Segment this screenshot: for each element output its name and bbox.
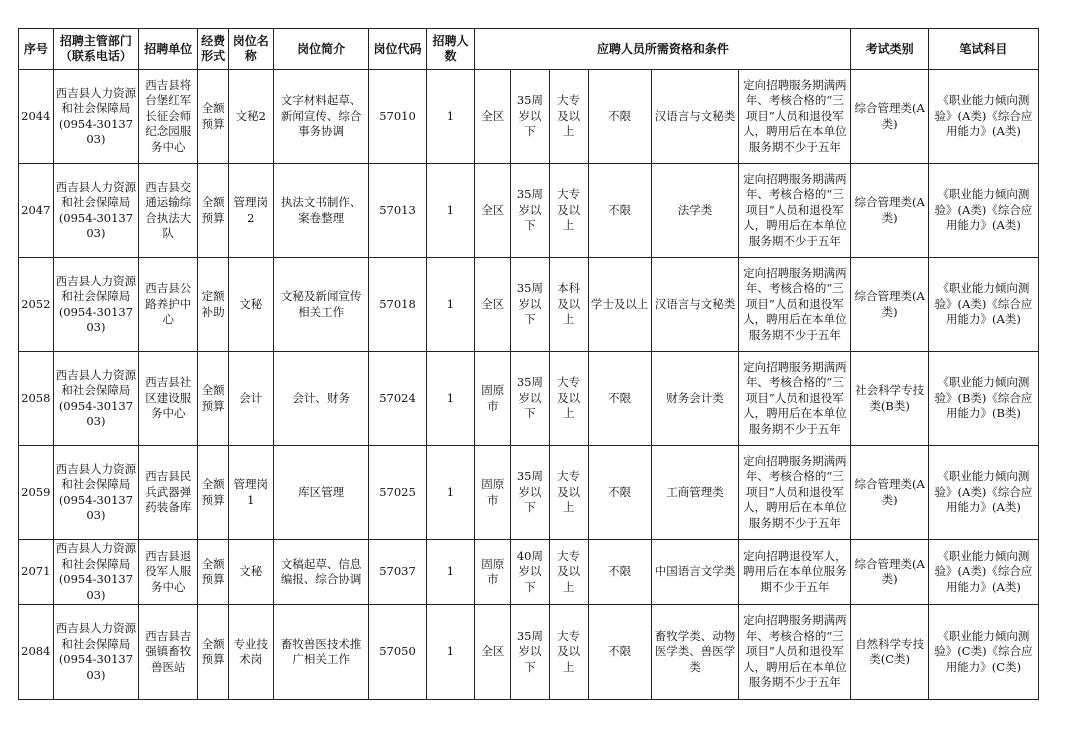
cell-exam-type: 综合管理类(A类)	[851, 70, 928, 164]
cell-dept: 西吉县人力资源和社会保障局(0954-3013703)	[53, 352, 139, 446]
cell-major: 畜牧学类、动物医学类、兽医学类	[651, 605, 739, 700]
cell-education: 本科及以上	[549, 258, 588, 352]
cell-exam-type: 综合管理类(A类)	[851, 540, 928, 605]
recruitment-table	[18, 28, 1039, 700]
cell-intro: 执法文书制作、案卷整理	[273, 164, 369, 258]
cell-exam-type: 综合管理类(A类)	[851, 446, 928, 540]
cell-code: 57037	[369, 540, 426, 605]
cell-other-conditions: 定向招聘退役军人，聘用后在本单位服务期不少于五年	[739, 540, 851, 605]
cell-funding: 全额预算	[198, 352, 229, 446]
header-seq: 序号	[19, 29, 54, 70]
cell-seq: 2059	[19, 446, 54, 540]
cell-code: 57018	[369, 258, 426, 352]
cell-count: 1	[426, 605, 475, 700]
cell-age: 35周岁以下	[511, 605, 550, 700]
cell-intro: 会计、财务	[273, 352, 369, 446]
cell-dept: 西吉县人力资源和社会保障局(0954-3013703)	[53, 164, 139, 258]
cell-written-subject: 《职业能力倾向测验》(A类)《综合应用能力》(A类)	[928, 164, 1038, 258]
cell-education: 大专及以上	[549, 605, 588, 700]
cell-region: 全区	[475, 164, 511, 258]
header-unit: 招聘单位	[139, 29, 198, 70]
cell-age: 35周岁以下	[511, 70, 550, 164]
table-row	[19, 540, 1039, 605]
cell-seq: 2052	[19, 258, 54, 352]
cell-age: 35周岁以下	[511, 446, 550, 540]
cell-degree: 学士及以上	[588, 258, 651, 352]
cell-count: 1	[426, 446, 475, 540]
header-intro: 岗位简介	[273, 29, 369, 70]
cell-degree: 不限	[588, 352, 651, 446]
cell-funding: 全额预算	[198, 540, 229, 605]
cell-funding: 全额预算	[198, 605, 229, 700]
cell-degree: 不限	[588, 446, 651, 540]
cell-seq: 2084	[19, 605, 54, 700]
cell-other-conditions: 定向招聘服务期满两年、考核合格的“三项目”人员和退役军人，聘用后在本单位服务期不少于五年	[739, 352, 851, 446]
cell-post: 文秘	[228, 258, 273, 352]
cell-exam-type: 自然科学专技类(C类)	[851, 605, 928, 700]
cell-post: 管理岗1	[228, 446, 273, 540]
cell-count: 1	[426, 258, 475, 352]
cell-count: 1	[426, 540, 475, 605]
cell-major: 工商管理类	[651, 446, 739, 540]
cell-education: 大专及以上	[549, 446, 588, 540]
cell-region: 全区	[475, 605, 511, 700]
cell-degree: 不限	[588, 540, 651, 605]
cell-education: 大专及以上	[549, 70, 588, 164]
cell-count: 1	[426, 164, 475, 258]
cell-major: 法学类	[651, 164, 739, 258]
header-code: 岗位代码	[369, 29, 426, 70]
cell-region: 固原市	[475, 352, 511, 446]
header-row	[19, 29, 1039, 70]
cell-post: 专业技术岗	[228, 605, 273, 700]
cell-degree: 不限	[588, 605, 651, 700]
cell-funding: 全额预算	[198, 70, 229, 164]
cell-unit: 西吉县退役军人服务中心	[139, 540, 198, 605]
table-row	[19, 605, 1039, 700]
cell-code: 57010	[369, 70, 426, 164]
cell-dept: 西吉县人力资源和社会保障局(0954-3013703)	[53, 70, 139, 164]
cell-unit: 西吉县将台堡红军长征会师纪念园服务中心	[139, 70, 198, 164]
cell-unit: 西吉县民兵武器弹药装备库	[139, 446, 198, 540]
cell-seq: 2047	[19, 164, 54, 258]
cell-intro: 文秘及新闻宣传相关工作	[273, 258, 369, 352]
cell-other-conditions: 定向招聘服务期满两年、考核合格的“三项目”人员和退役军人，聘用后在本单位服务期不少于五年	[739, 446, 851, 540]
cell-post: 文秘2	[228, 70, 273, 164]
table-row	[19, 352, 1039, 446]
cell-count: 1	[426, 70, 475, 164]
cell-count: 1	[426, 352, 475, 446]
table-row	[19, 164, 1039, 258]
cell-education: 大专及以上	[549, 540, 588, 605]
cell-funding: 全额预算	[198, 164, 229, 258]
cell-intro: 文稿起草、信息编报、综合协调	[273, 540, 369, 605]
header-written-subject: 笔试科目	[928, 29, 1038, 70]
table-row	[19, 446, 1039, 540]
cell-code: 57050	[369, 605, 426, 700]
cell-funding: 全额预算	[198, 446, 229, 540]
cell-seq: 2044	[19, 70, 54, 164]
table-row	[19, 70, 1039, 164]
cell-exam-type: 社会科学专技类(B类)	[851, 352, 928, 446]
cell-post: 管理岗2	[228, 164, 273, 258]
cell-dept: 西吉县人力资源和社会保障局(0954-3013703)	[53, 446, 139, 540]
cell-code: 57024	[369, 352, 426, 446]
cell-intro: 库区管理	[273, 446, 369, 540]
cell-major: 汉语言与文秘类	[651, 258, 739, 352]
header-requirements: 应聘人员所需资格和条件	[475, 29, 851, 70]
cell-major: 财务会计类	[651, 352, 739, 446]
cell-age: 35周岁以下	[511, 164, 550, 258]
cell-other-conditions: 定向招聘服务期满两年、考核合格的“三项目”人员和退役军人，聘用后在本单位服务期不少于五年	[739, 258, 851, 352]
cell-degree: 不限	[588, 164, 651, 258]
cell-major: 中国语言文学类	[651, 540, 739, 605]
header-funding: 经费形式	[198, 29, 229, 70]
header-post-name: 岗位名称	[228, 29, 273, 70]
header-exam-type: 考试类别	[851, 29, 928, 70]
cell-written-subject: 《职业能力倾向测验》(A类)《综合应用能力》(A类)	[928, 70, 1038, 164]
table-row	[19, 258, 1039, 352]
cell-age: 35周岁以下	[511, 258, 550, 352]
cell-degree: 不限	[588, 70, 651, 164]
cell-seq: 2071	[19, 540, 54, 605]
cell-dept: 西吉县人力资源和社会保障局(0954-3013703)	[53, 605, 139, 700]
cell-education: 大专及以上	[549, 164, 588, 258]
cell-post: 文秘	[228, 540, 273, 605]
cell-other-conditions: 定向招聘服务期满两年、考核合格的“三项目”人员和退役军人，聘用后在本单位服务期不少于五年	[739, 70, 851, 164]
cell-written-subject: 《职业能力倾向测验》(A类)《综合应用能力》(A类)	[928, 258, 1038, 352]
cell-age: 40周岁以下	[511, 540, 550, 605]
cell-major: 汉语言与文秘类	[651, 70, 739, 164]
cell-unit: 西吉县交通运输综合执法大队	[139, 164, 198, 258]
cell-unit: 西吉县公路养护中心	[139, 258, 198, 352]
cell-age: 35周岁以下	[511, 352, 550, 446]
header-dept: 招聘主管部门（联系电话）	[53, 29, 139, 70]
cell-other-conditions: 定向招聘服务期满两年、考核合格的“三项目”人员和退役军人，聘用后在本单位服务期不少于五年	[739, 605, 851, 700]
cell-region: 全区	[475, 258, 511, 352]
cell-code: 57025	[369, 446, 426, 540]
cell-region: 固原市	[475, 540, 511, 605]
cell-funding: 定额补助	[198, 258, 229, 352]
cell-exam-type: 综合管理类(A类)	[851, 164, 928, 258]
cell-intro: 文字材料起草、新闻宣传、综合事务协调	[273, 70, 369, 164]
cell-other-conditions: 定向招聘服务期满两年、考核合格的“三项目”人员和退役军人，聘用后在本单位服务期不少于五年	[739, 164, 851, 258]
cell-seq: 2058	[19, 352, 54, 446]
cell-region: 固原市	[475, 446, 511, 540]
cell-written-subject: 《职业能力倾向测验》(A类)《综合应用能力》(A类)	[928, 446, 1038, 540]
header-count: 招聘人数	[426, 29, 475, 70]
cell-education: 大专及以上	[549, 352, 588, 446]
cell-dept: 西吉县人力资源和社会保障局(0954-3013703)	[53, 540, 139, 605]
cell-region: 全区	[475, 70, 511, 164]
cell-exam-type: 综合管理类(A类)	[851, 258, 928, 352]
cell-written-subject: 《职业能力倾向测验》(B类)《综合应用能力》(B类)	[928, 352, 1038, 446]
cell-unit: 西吉县社区建设服务中心	[139, 352, 198, 446]
cell-dept: 西吉县人力资源和社会保障局(0954-3013703)	[53, 258, 139, 352]
cell-written-subject: 《职业能力倾向测验》(A类)《综合应用能力》(A类)	[928, 540, 1038, 605]
cell-code: 57013	[369, 164, 426, 258]
cell-intro: 畜牧兽医技术推广相关工作	[273, 605, 369, 700]
cell-written-subject: 《职业能力倾向测验》(C类)《综合应用能力》(C类)	[928, 605, 1038, 700]
cell-post: 会计	[228, 352, 273, 446]
cell-unit: 西吉县吉强镇畜牧兽医站	[139, 605, 198, 700]
